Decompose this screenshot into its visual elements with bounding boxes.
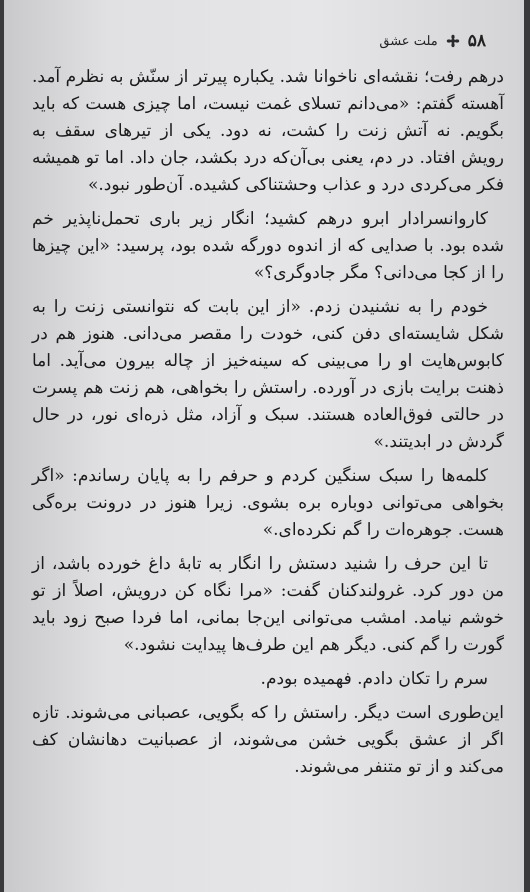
paragraph: سرم را تکان دادم. فهمیده بودم.	[260, 669, 488, 689]
paragraph: خودم را به نشنیدن زدم. «از این بابت که نتوانستی زنت را به شکل شایسته‌ای دفن کنی، خودت را مقصر می‌دانی. هنوز هم در کابوس‌هایت او را می‌بینی که سینه‌خیز از چاله بیرون می‌آید. اما ذهنت برایت بازی در آورده. راستش را بخواهی، هم زنت هم پسرت در حالتی فوق‌العاده هستند. سبک و آزاد، مثل ذره‌ای نور، در حال گردش در ابدیتند.»	[32, 297, 504, 452]
paragraph: کلمه‌ها را سبک سنگین کردم و حرفم را به پایان رساندم: «اگر بخواهی می‌توانی دوباره بره بشوی. زیرا هنوز در درونت بره‌گی هست. جوهره‌ات را گم نکرده‌ای.»	[32, 466, 504, 540]
running-book-title: ملت عشق	[379, 33, 438, 49]
paragraph: کاروانسرادار ابرو درهم کشید؛ انگار زیر باری تحمل‌ناپذیر خم شده بود. با صدایی که از اندوه دورگه شده بود، پرسید: «این چیزها را از کجا می‌دانی؟ مگر جادوگری؟»	[32, 209, 504, 283]
floral-ornament-icon	[446, 34, 460, 48]
paragraph: این‌طوری است دیگر. راستش را که بگویی، عصبانی می‌شوند. تازه اگر از عشق بگویی خشن می‌شوند، از عصبانیت دهانشان کف می‌کند و از تو متنفر می‌شوند.	[32, 703, 504, 777]
paragraph: درهم رفت؛ نقشه‌ای ناخوانا شد. یکباره پیرتر از سنّش به نظرم آمد. آهسته گفتم: «می‌دانم تسلای غمت نیست، اما چیزی هست که باید بگویم. نه آتش زنت را کشت، نه دود. یکی از تیرهای سقف به رویش افتاد. در دم، یعنی بی‌آن‌که درد بکشد، جان داد. اما تو همیشه فکر می‌کردی درد و عذاب وحشتناکی کشیده. آن‌طور نبود.»	[32, 67, 504, 195]
paragraph: تا این حرف را شنید دستش را انگار به تابهٔ داغ خورده باشد، از من دور کرد. غرولندکنان گفت: «مرا نگاه کن درویش، اصلاً از تو خوشم نیامد. امشب می‌توانی این‌جا بمانی، اما فردا صبح زود باید گورت را گم کنی. دیگر هم این طرف‌ها پیدایت نشود.»	[32, 554, 504, 655]
book-page	[4, 0, 524, 892]
page-body-text	[32, 64, 504, 788]
page-number: ۵۸	[467, 31, 486, 51]
page-header	[326, 28, 486, 54]
